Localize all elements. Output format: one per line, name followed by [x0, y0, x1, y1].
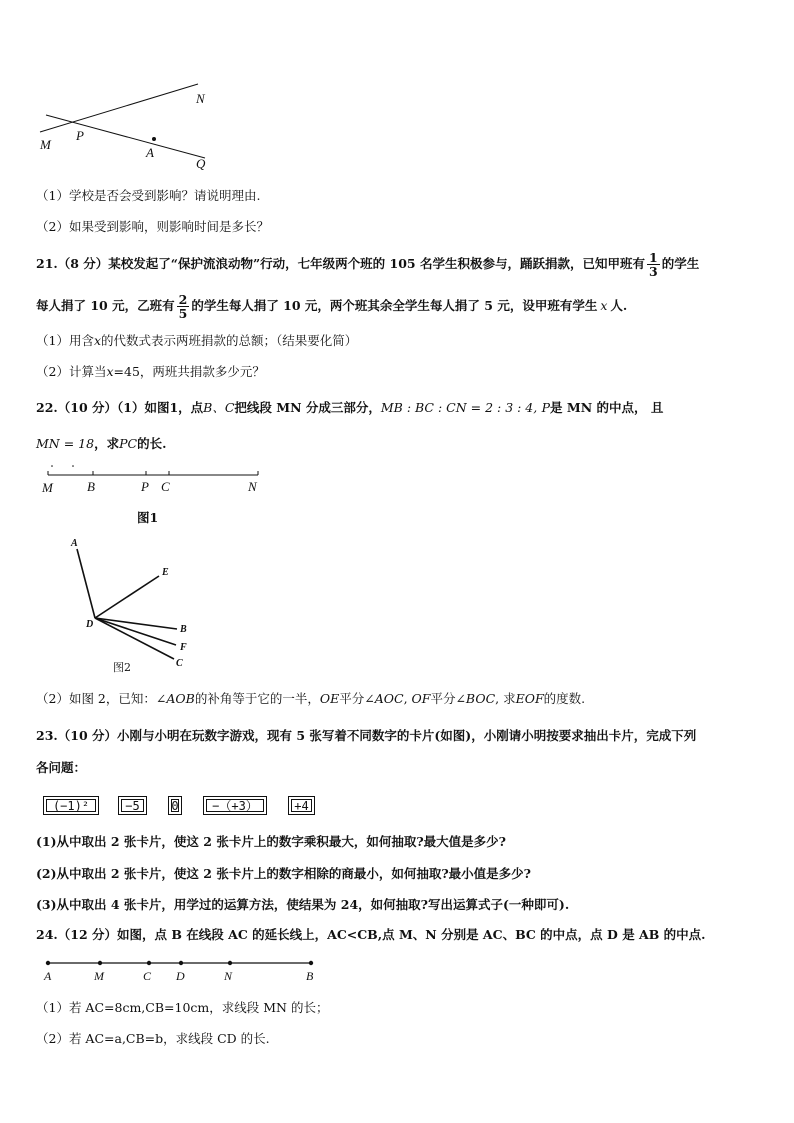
fig1-label-b: B	[87, 479, 95, 494]
label-q: Q	[196, 156, 206, 171]
q24-label-d: D	[176, 969, 185, 983]
q22-l2-b: ，求	[94, 436, 120, 451]
q21-p1-a: （1）用含	[36, 333, 94, 348]
q22-l1-f: 是 MN 的中点， 且	[550, 400, 664, 415]
fig2-label-d: D	[86, 619, 94, 630]
q22-mn: MN = 18	[36, 436, 95, 451]
q22-angle-boc: ∠BOC	[455, 691, 496, 706]
q22-p2-e: 平分	[339, 691, 365, 706]
q22-p2-a: （2）如图 2，已知：	[36, 691, 156, 706]
q22-p2-i: 平分	[430, 691, 456, 706]
fig1-label-n: N	[248, 479, 257, 494]
q22-of: OF	[411, 691, 431, 706]
q22-l2-d: 的长.	[137, 436, 167, 451]
q22-ratio: MB : BC : CN = 2 : 3 : 4,	[380, 400, 538, 415]
q24-part1: （1）若 AC=8cm,CB=10cm，求线段 MN 的长；	[36, 1000, 329, 1015]
q24-label-b: B	[306, 969, 314, 983]
label-m: M	[40, 137, 51, 152]
q21-text-1a: 21.（8 分）某校发起了“保护流浪动物”行动，七年级两个班的 105 名学生积极参与，踊跃捐款，已知甲班有	[36, 256, 645, 271]
q21-text-2b: 的学生每人捐了 10 元，两个班其余全学生每人捐了 5 元，设甲班有学生	[191, 298, 598, 313]
card-zero: 0	[168, 796, 182, 815]
q23-part1: (1)从中取出 2 张卡片，使这 2 张卡片上的数字乘积最大，如何抽取?最大值是多少?	[36, 834, 506, 849]
q22-l1-b: B、C	[203, 400, 235, 415]
q21-var-x: x	[600, 298, 608, 313]
q22-l1-e: P	[541, 400, 551, 415]
frac2-den: 5	[178, 305, 188, 321]
q22-p2-m: 的度数.	[543, 691, 586, 706]
label-p: P	[76, 128, 84, 143]
q21-p2-a: （2）计算当	[36, 364, 107, 379]
q24-label-c: C	[143, 969, 152, 983]
q24-line1: 24.（12 分）如图，点 B 在线段 AC 的延长线上，AC<CB,点 M、N 分别是 AC、BC 的中点，点 D 是 AB 的中点.	[36, 927, 706, 942]
fig2-label-c: C	[176, 658, 183, 669]
q21-text-1b: 的学生	[661, 256, 700, 271]
q23-part2: (2)从中取出 2 张卡片，使这 2 张卡片上的数字相除的商最小，如何抽取?最小值是多少?	[36, 866, 531, 881]
q22-pc: PC	[119, 436, 138, 451]
q21-text-2c: 人.	[610, 298, 628, 313]
q24-label-a: A	[44, 969, 52, 983]
q20-part1: （1）学校是否会受到影响？请说明理由.	[36, 188, 261, 203]
figure-1-caption: 图1	[137, 510, 159, 525]
q22-angle-aoc: ∠AOC	[364, 691, 404, 706]
q21-p2-var: x	[106, 364, 114, 379]
q22-angle-aob: ∠AOB	[155, 691, 195, 706]
frac1-num: 1	[648, 249, 658, 265]
card-neg1-squared: (−1)²	[43, 796, 99, 815]
q21-text-2a: 每人捐了 10 元，乙班有	[36, 298, 175, 313]
q22-p2-g: ,	[403, 691, 412, 706]
q22-p2-c: 的补角等于它的一半，	[194, 691, 320, 706]
fig1-label-c: C	[161, 479, 170, 494]
figure-2-caption: 图2	[113, 661, 131, 674]
fig2-label-b: B	[180, 624, 187, 635]
q22-oe: OE	[319, 691, 340, 706]
q21-p1-var: x	[93, 333, 102, 348]
fig1-label-p: P	[141, 479, 149, 494]
fig2-label-f: F	[180, 642, 187, 653]
fig2-label-e: E	[162, 567, 169, 578]
q21-p2-b: =45，两班共捐款多少元？	[113, 364, 265, 379]
label-n: N	[196, 91, 205, 106]
q24-part2: （2）若 AC=a,CB=b，求线段 CD 的长.	[36, 1031, 270, 1046]
q24-label-m: M	[94, 969, 104, 983]
q20-part2: （2）如果受到影响，则影响时间是多长？	[36, 219, 269, 234]
frac2-num: 2	[178, 291, 188, 307]
q23-line1: 23.（10 分）小刚与小明在玩数字游戏，现有 5 张写着不同数字的卡片(如图)，小刚请小明按要求抽出卡片，完成下列	[36, 728, 697, 743]
q22-l1-c: 把线段 MN 分成三部分，	[234, 400, 381, 415]
q21-p1-b: 的代数式表示两班捐款的总额；（结果要化简）	[101, 333, 358, 348]
q23-part3: (3)从中取出 4 张卡片，用学过的运算方法，使结果为 24，如何抽取?写出运算式子(一种即可).	[36, 897, 570, 912]
fig2-label-a: A	[71, 538, 78, 549]
card-neg-plus3: −（+3）	[203, 796, 267, 815]
q24-label-n: N	[224, 969, 233, 983]
label-a: A	[146, 145, 154, 160]
fig1-label-m: M	[42, 480, 53, 495]
card-plus4: +4	[288, 796, 315, 815]
frac1-den: 3	[648, 263, 658, 279]
q22-eof: EOF	[515, 691, 544, 706]
q22-p2-k: , 求	[495, 691, 516, 706]
q23-line2: 各问题：	[36, 760, 87, 775]
card-neg5: −5	[118, 796, 147, 815]
q22-l1-a: 22.（10 分）（1）如图1，点	[36, 400, 204, 415]
